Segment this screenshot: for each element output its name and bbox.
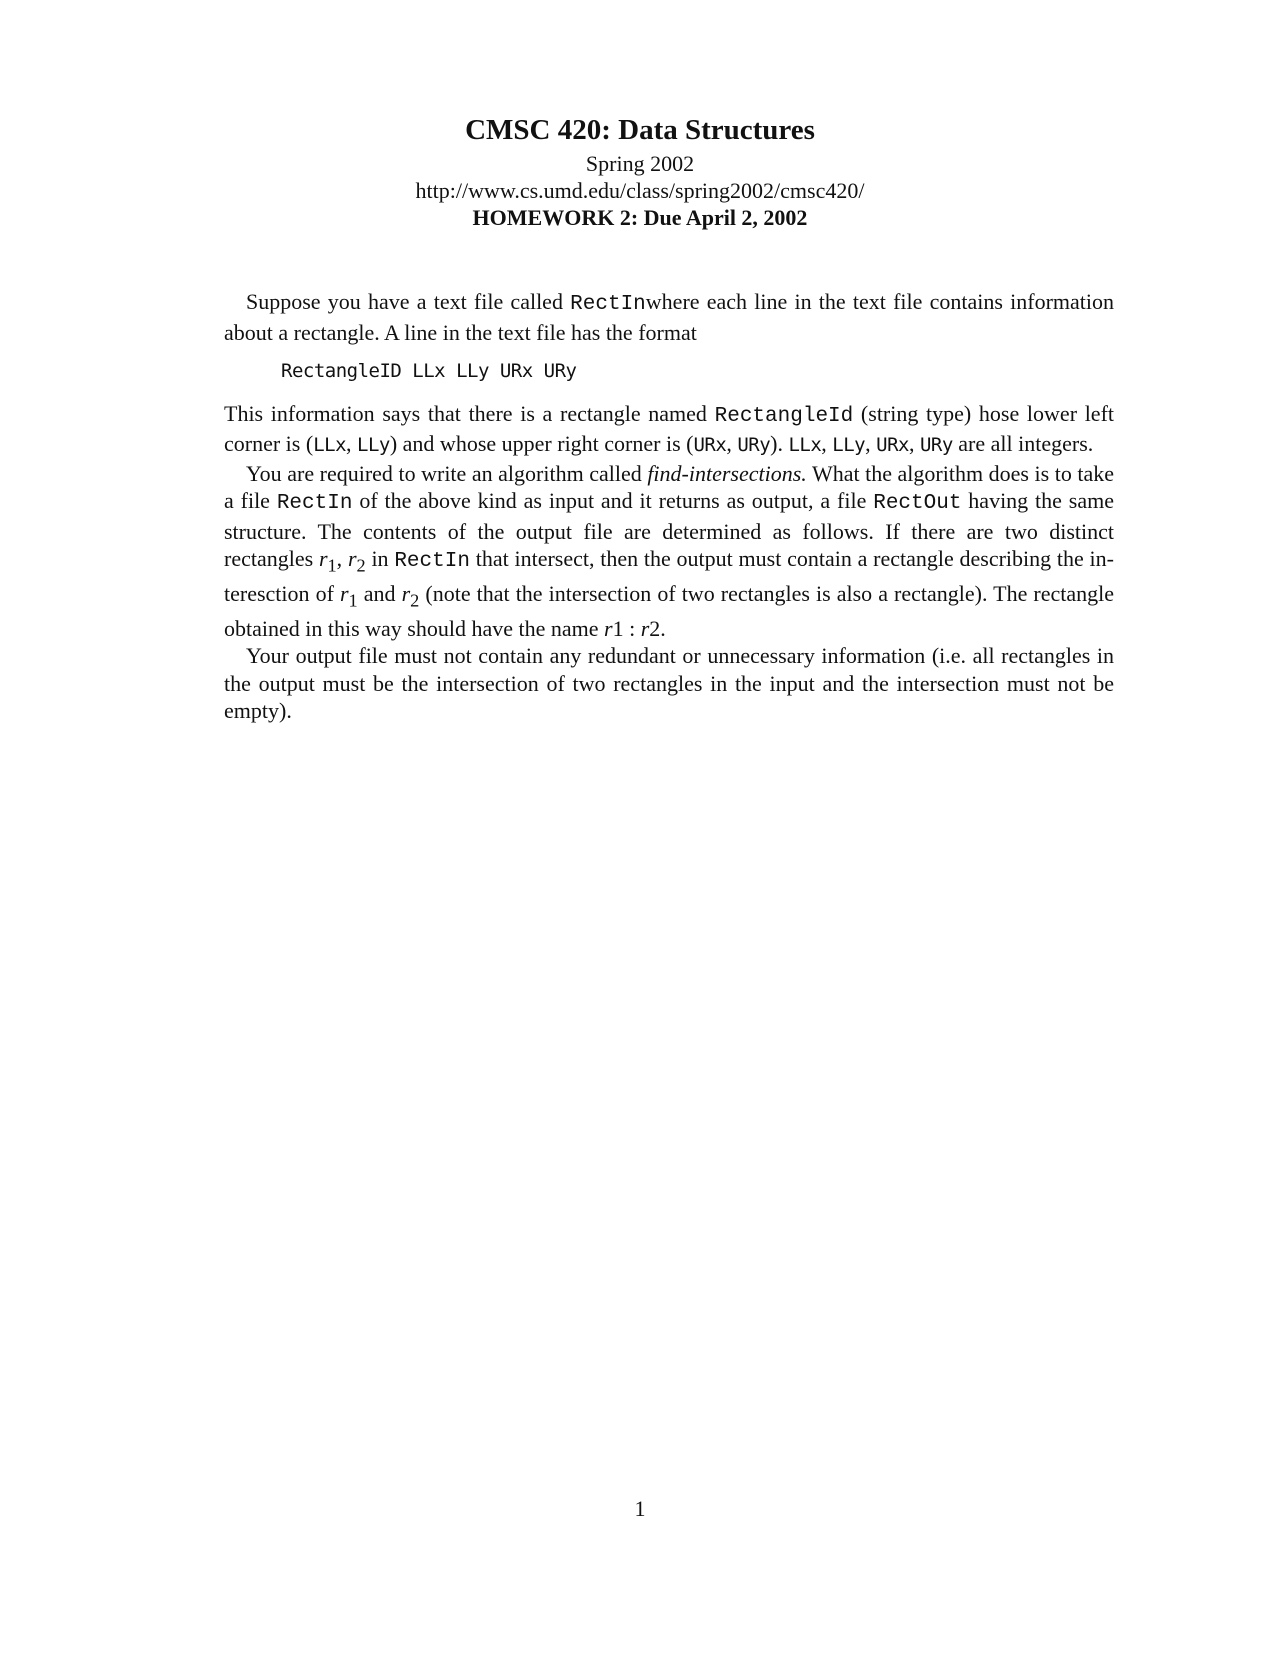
text: (string type) hose lower left corner is ( — [224, 400, 1115, 456]
text: (note that the intersection of two rectangles is also a rectangle). The rectangle obtained in this way should have the name — [224, 580, 1114, 641]
format-field: RectangleID — [281, 360, 402, 382]
text: , — [346, 431, 358, 456]
math-var: r — [339, 580, 349, 606]
text: You are required to write an algorithm called — [246, 460, 648, 486]
code-rectin: RectIn — [276, 492, 353, 515]
text: What the algorithm does is to take a file — [224, 460, 1114, 513]
math-var: r — [347, 546, 357, 571]
text: that intersect, then the output must contain a rectangle describing the in-teresction of — [224, 546, 1114, 606]
text: : — [623, 615, 641, 641]
math-var: r — [640, 615, 650, 641]
text: , — [865, 431, 877, 456]
code: LLx — [788, 434, 822, 456]
code: LLx — [313, 434, 347, 456]
text: . — [660, 615, 666, 641]
code: URy — [919, 434, 953, 456]
math-subscript: 2 — [356, 555, 366, 576]
code-rectout: RectOut — [873, 492, 962, 515]
format-field: URx — [499, 360, 533, 382]
code: URx — [693, 434, 727, 456]
text: where each line in the text file contains information about a rectangle. A line in the text file has the format — [224, 289, 1114, 345]
text: are all integers. — [952, 431, 1094, 456]
code: LLy — [832, 434, 866, 456]
code: URy — [737, 434, 771, 456]
text: and — [357, 580, 402, 606]
code: LLy — [357, 434, 390, 456]
page-number: 1 — [634, 1496, 646, 1521]
paragraph-output-requirement: Your output file must not contain any redundant or unnecessary information (i.e. all rectangles in the output must be the intersection of two rectangles in the input and the intersection must not be empty). — [224, 643, 1114, 724]
math-subscript: 1 — [348, 590, 358, 611]
format-field: URy — [543, 360, 577, 382]
text: , — [336, 546, 348, 571]
math-var: r — [401, 580, 411, 606]
math-var: r — [318, 546, 328, 571]
text: , — [908, 431, 920, 456]
text: This information says that there is a rectangle named — [224, 400, 715, 426]
text: of the above kind as input and it returns as output, a file — [352, 488, 874, 513]
paragraph-task — [224, 460, 1114, 643]
document-body — [224, 288, 1114, 725]
code: RectangleId — [714, 404, 854, 428]
text: Suppose you have a text file called — [246, 289, 571, 314]
term: Spring 2002 — [585, 151, 695, 176]
text: ). — [770, 431, 789, 456]
text: having the same structure. The contents of the output file are determined as follows. If there are two distinct rectangles — [224, 488, 1114, 571]
code: URx — [876, 434, 909, 456]
assignment-title: HOMEWORK 2: Due April 2, 2002 — [472, 205, 808, 230]
format-field: LLy — [456, 360, 489, 382]
course-title: CMSC 420: Data Structures — [465, 114, 815, 146]
text: ) and whose upper right corner is ( — [389, 431, 694, 456]
math-subscript: 1 — [327, 555, 337, 576]
format-field: LLx — [412, 360, 446, 382]
text: in — [365, 546, 395, 571]
text: , — [726, 431, 738, 456]
math-var: r — [604, 615, 613, 641]
code-rectin: RectIn — [394, 550, 470, 573]
course-url: http://www.cs.umd.edu/class/spring2002/cmsc420/ — [415, 178, 865, 203]
math-subscript: 2 — [410, 590, 420, 611]
paragraph-format-explanation — [224, 400, 1114, 460]
format-line — [281, 358, 1114, 386]
code-rectin: RectIn — [570, 293, 646, 316]
document-header — [0, 110, 1280, 231]
text: , — [821, 431, 833, 456]
math-number: 1 — [612, 615, 624, 641]
paragraph-intro — [224, 288, 1114, 346]
math-number: 2 — [649, 615, 661, 641]
algorithm-name: find-intersections. — [647, 460, 807, 486]
